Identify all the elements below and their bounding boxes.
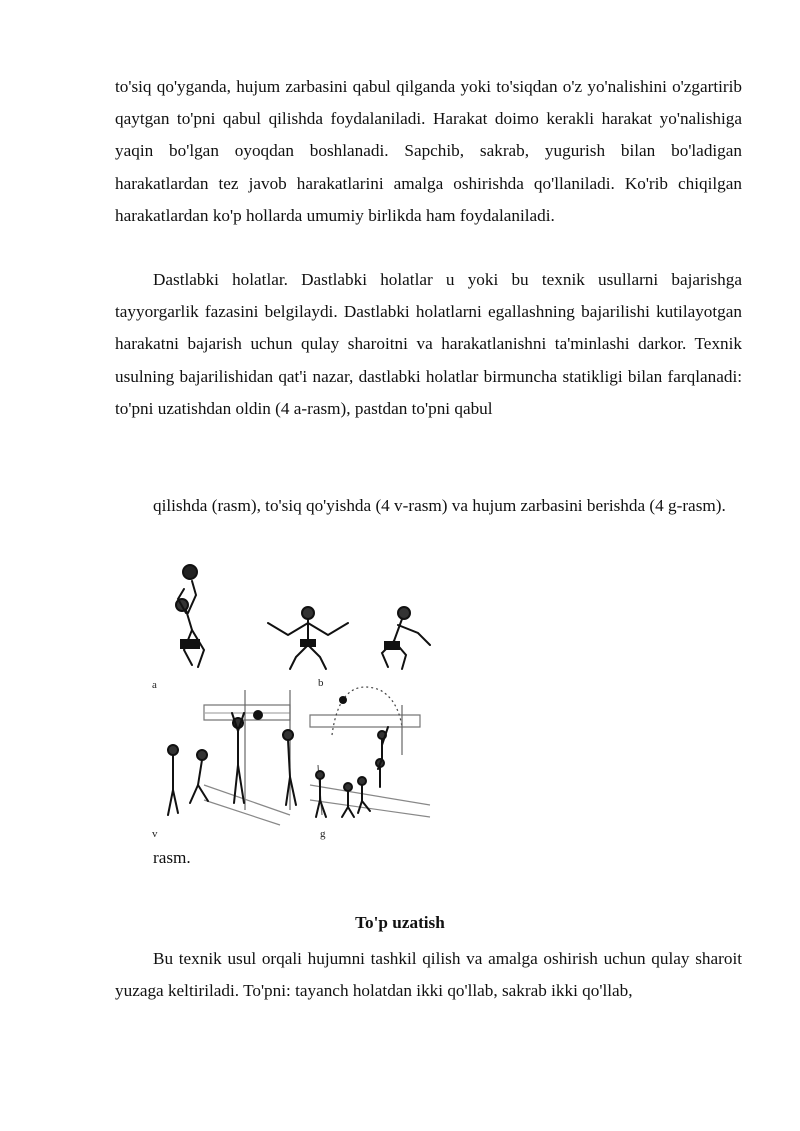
figure-caption: rasm. (153, 848, 191, 867)
paragraph-1: to'siq qo'yganda, hujum zarbasini qabul qilganda yoki to'siqdan o'z yo'nalishini o'zgartirib qaytgan to'pni qabul qilishda foydalaniladi. Harakat doimo kerakli harakat yo'nalishiga yaqin bo'lgan oyoqdan boshlanadi. Sapchib, sakrab, yugurish bilan bo'ladigan harakatlardan tez javob harakatlarini amalga oshirishda qo'llaniladi. Ko'rib chiqilgan harakatlardan ko'p hollarda umumiy birlikda ham foydalaniladi. (115, 77, 742, 225)
player-figure-b (268, 607, 348, 669)
ball-icon (339, 696, 347, 704)
player-figure-a (176, 565, 204, 667)
players-scene-v (168, 713, 296, 815)
player-figure-c (382, 607, 430, 669)
paragraph-4: Bu texnik usul orqali hujumni tashkil qilish va amalga oshirish uchun qulay sharoit yuzaga keltiriladi. To'pni: tayanch holatdan ikki qo'llab, sakrab ikki qo'llab, (115, 949, 742, 1001)
figure-label-a: a (152, 679, 157, 691)
section-heading: To'p uzatish (355, 913, 445, 932)
figure-label-v: v (152, 828, 158, 840)
attack-scene-g (310, 687, 430, 817)
ball-icon (253, 710, 263, 720)
net-block-scene-v (204, 690, 290, 825)
players-scene-g (316, 727, 388, 817)
figure-label-b: b (318, 677, 324, 689)
figure-label-g: g (320, 828, 326, 840)
paragraph-3: qilishda (rasm), to'siq qo'yishda (4 v-rasm) va hujum zarbasini berishda (4 g-rasm). (153, 496, 726, 515)
paragraph-2: Dastlabki holatlar. Dastlabki holatlar u yoki bu texnik usullarni bajarishga tayyorgarlik fazasini belgilaydi. Dastlabki holatlarni egallashning bajarilishi kutilayotgan harakatni bajarish uchun qulay sharoitni va harakatlanishni ta'minlashi darkor. Texnik usulning bajarilishidan qat'i nazar, dastlabki holatlar birmuncha statikligi bilan farqlanadi: to'pni uzatishdan oldin (4 a-rasm), pastdan to'pni qabul (115, 270, 742, 418)
volleyball-stances-figure (140, 555, 450, 845)
